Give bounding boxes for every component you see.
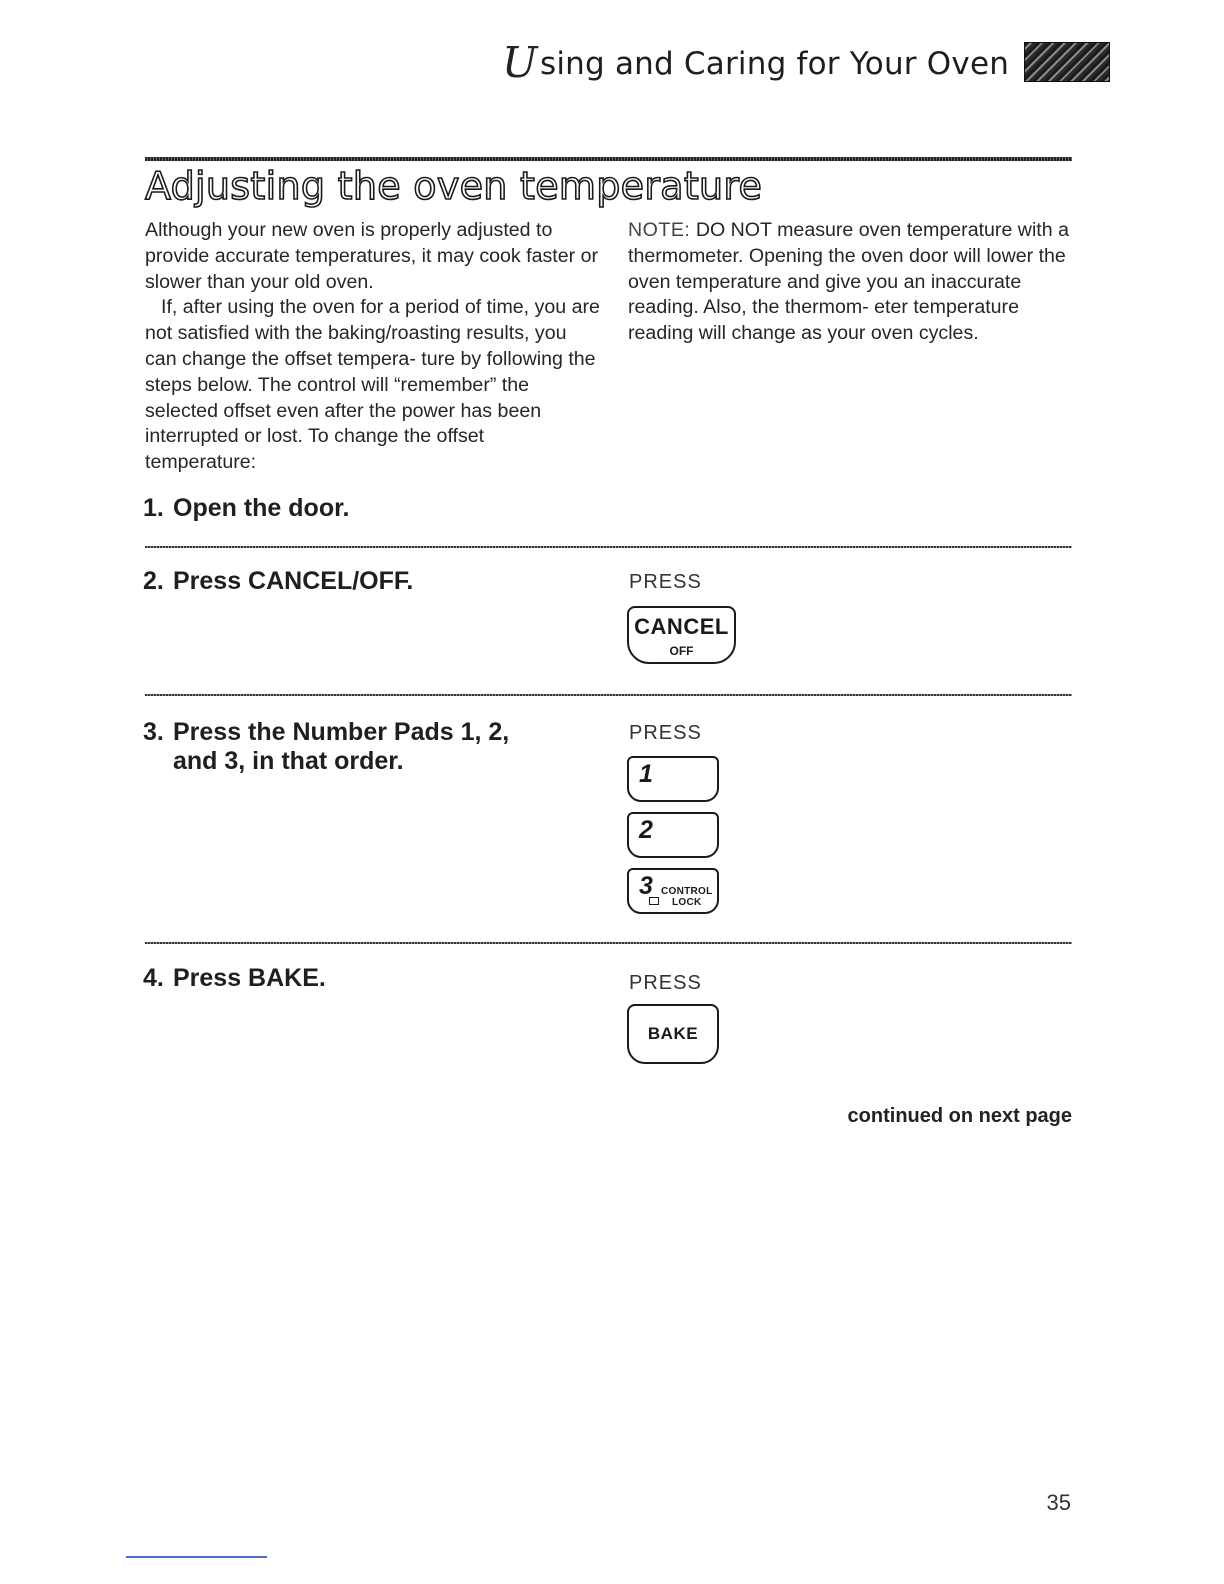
step-4 (143, 964, 326, 993)
step-3 (143, 718, 509, 776)
page-number: 35 (1046, 1490, 1071, 1515)
step-text: Open the door. (173, 494, 350, 522)
number-pad-2-key (627, 812, 719, 858)
note-column (628, 218, 1078, 347)
cancel-off-key (627, 606, 736, 664)
press-label: PRESS (629, 972, 702, 994)
key-sublabel: OFF (669, 644, 694, 658)
section-title: Adjusting the oven temperature (145, 164, 763, 208)
step-text: Press the Number Pads 1, 2, (173, 718, 510, 746)
step-text: Press CANCEL/OFF. (173, 567, 414, 595)
key-label: BAKE (647, 1024, 699, 1043)
key-sublabel-line-2: LOCK (672, 897, 702, 908)
step-divider (145, 942, 1072, 944)
continued-note: continued on next page (847, 1105, 1072, 1127)
running-header (440, 40, 1120, 90)
header-initial: U (502, 38, 538, 87)
intro-paragraph-2: If, after using the oven for a period of time, you are not satisfied with the baking/roasting results, you can change the offset tempera- ture by following the steps below. The control will “remember” the selected offset even after the power has been interrupted or lost. To change the offset temperature: (145, 296, 600, 474)
bake-key (627, 1004, 719, 1064)
step-2 (143, 567, 413, 596)
lock-icon (649, 897, 659, 905)
note-text: DO NOT measure oven temperature with a thermometer. Opening the oven door will lower the oven temperature and give you an inaccurate reading. Also, the thermom- eter temperature reading will change as your oven cycles. (628, 219, 1069, 345)
key-label: CANCEL (634, 614, 729, 639)
step-number: 1. (143, 494, 164, 522)
note-paragraph (628, 218, 1078, 347)
key-digit: 3 (639, 872, 653, 900)
header-title: sing and Caring for Your Oven (540, 46, 1010, 82)
number-pad-3-control-lock-key (627, 868, 719, 914)
step-divider (145, 546, 1072, 548)
step-text: Press BAKE. (173, 964, 326, 992)
decorative-emblem-icon (1024, 42, 1110, 82)
intro-paragraph-1: Although your new oven is properly adjusted to provide accurate temperatures, it may cook faster or slower than your old oven. (145, 219, 599, 293)
number-pad-1-key (627, 756, 719, 802)
step-number: 3. (143, 718, 164, 746)
step-divider (145, 694, 1072, 696)
key-digit: 1 (639, 760, 653, 788)
key-sublabel-line-1: CONTROL (661, 886, 713, 897)
intro-left-column (145, 218, 600, 476)
press-label: PRESS (629, 571, 702, 593)
step-1 (143, 494, 349, 523)
step-text-continued: and 3, in that order. (173, 747, 404, 775)
press-label: PRESS (629, 722, 702, 744)
section-rule (145, 157, 1072, 161)
step-number: 2. (143, 567, 164, 595)
key-digit: 2 (639, 816, 653, 844)
footer-link-underline (126, 1556, 267, 1558)
step-number: 4. (143, 964, 164, 992)
key-sublabel (661, 886, 713, 908)
note-label: NOTE: (628, 219, 691, 241)
